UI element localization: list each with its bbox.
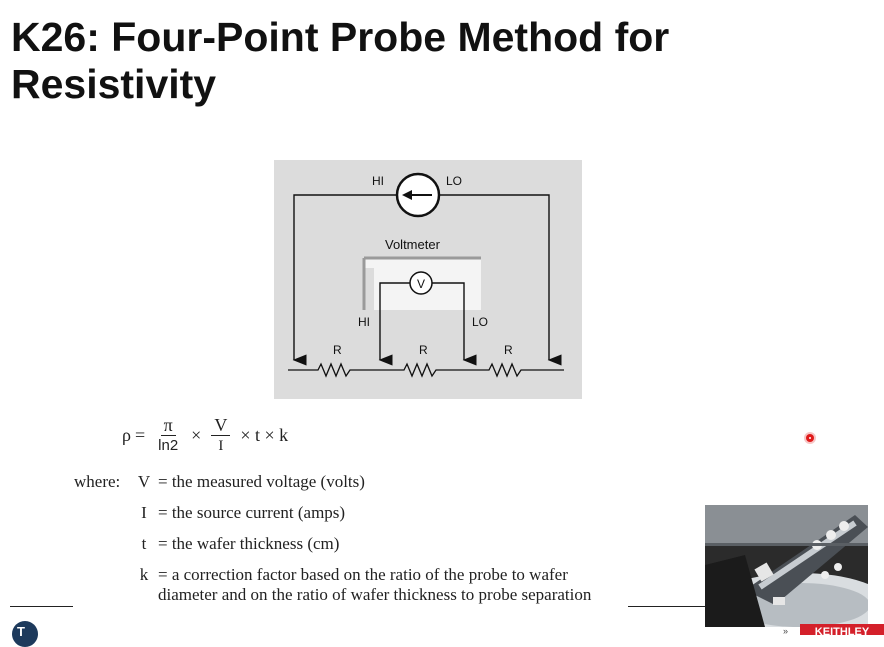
svg-text:V: V — [416, 277, 426, 291]
current-source-arrow-icon — [397, 174, 439, 216]
variable-definitions — [74, 472, 618, 605]
four-point-probe-diagram — [274, 160, 582, 399]
chevron-icon: » — [783, 626, 789, 636]
resistor-label-1: R — [333, 343, 342, 357]
definition-row — [74, 565, 618, 605]
pi-over-ln2 — [155, 416, 181, 455]
meter-lo-label: LO — [472, 315, 489, 329]
resistor-label-2: R — [419, 343, 428, 357]
definition-symbol: k — [139, 565, 149, 584]
ln2-denominator: ln2 — [158, 437, 179, 454]
rho-symbol: ρ — [122, 425, 131, 445]
page-title — [11, 14, 669, 108]
times-sign: × — [191, 425, 202, 445]
meter-hi-label: HI — [358, 315, 370, 329]
definition-row — [74, 503, 618, 534]
definition-symbol: V — [137, 472, 151, 491]
definition-text: = the measured voltage (volts) — [158, 472, 365, 491]
definition-text: = the source current (amps) — [158, 503, 346, 522]
footer-rule-left — [10, 606, 73, 607]
v-over-i — [211, 416, 230, 455]
v-numerator: V — [211, 416, 230, 436]
definition-row — [74, 534, 618, 565]
probe-station-photo — [705, 505, 868, 627]
resistivity-formula — [122, 416, 292, 455]
corner-logo-icon: T — [12, 621, 38, 647]
resistor-label-3: R — [504, 343, 513, 357]
pi-numerator: π — [161, 416, 176, 436]
i-denominator: I — [218, 438, 224, 454]
title-line-1: K26: Four-Point Probe Method for — [11, 14, 670, 60]
voltmeter-icon — [410, 272, 432, 294]
formula-tail: × t × k — [240, 425, 289, 445]
where-label: where: — [74, 472, 121, 491]
pointer-dot-icon — [806, 434, 814, 442]
equals-sign: = — [134, 425, 146, 445]
definition-text: = a correction factor based on the ratio of the probe to wafer diameter and on the ratio of wafer thickness to probe separation — [158, 565, 592, 604]
title-line-2: Resistivity — [11, 61, 217, 107]
definition-symbol: I — [141, 503, 147, 522]
source-hi-label: HI — [372, 174, 384, 188]
footer-rule-right — [628, 606, 706, 607]
voltmeter-label: Voltmeter — [385, 237, 440, 252]
source-lo-label: LO — [446, 174, 463, 188]
definition-symbol: t — [141, 534, 147, 553]
definition-text: = the wafer thickness (cm) — [158, 534, 340, 553]
definition-row — [74, 472, 618, 503]
keithley-logo: KEITHLEY — [800, 624, 884, 635]
